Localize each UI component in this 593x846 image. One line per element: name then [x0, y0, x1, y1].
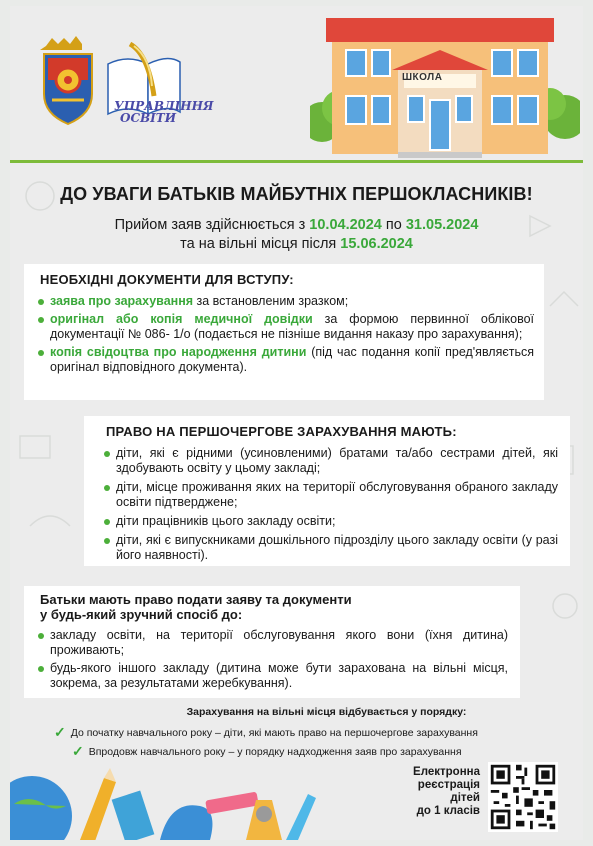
- manage-line2: ОСВІТИ: [120, 111, 177, 125]
- intake-dates: [10, 216, 583, 254]
- list-item: [38, 294, 534, 309]
- date-from: 10.04.2024: [309, 217, 382, 233]
- qr-code[interactable]: [488, 762, 558, 832]
- doc-item-rest: (під час подання копії пред'являється оригінал відповідного документа).: [50, 345, 534, 374]
- checkmark-icon: ✓: [72, 743, 84, 759]
- header-divider: [10, 160, 583, 163]
- order-title: Зарахування на вільні місця відбувається у порядку:: [186, 706, 467, 718]
- order-row-2-text: Впродовж навчального року – у порядку надходження заяв про зарахування: [88, 745, 462, 758]
- ereg-line3: дітей: [450, 792, 480, 804]
- intake-line1-prefix: Прийом заяв здійснюється з: [114, 217, 310, 233]
- intake-line2-prefix: та на вільні місця після: [180, 236, 341, 252]
- parents-list: [38, 628, 508, 694]
- documents-heading: НЕОБХІДНІ ДОКУМЕНТИ ДЛЯ ВСТУПУ:: [40, 272, 294, 287]
- doc-item-bold: оригінал або копія медичної довідки: [50, 312, 313, 326]
- list-item: [38, 345, 534, 375]
- parents-card: [24, 586, 520, 698]
- ereg-line2: реєстрація: [417, 779, 480, 791]
- parents-heading-line1: Батьки мають право подати заяву та документи: [40, 592, 352, 607]
- page-title: ДО УВАГИ БАТЬКІВ МАЙБУТНІХ ПЕРШОКЛАСНИКІВ!: [60, 184, 533, 204]
- electronic-registration-label: [392, 766, 480, 818]
- date-to: 31.05.2024: [405, 217, 479, 233]
- ereg-line4: до 1 класів: [416, 805, 480, 817]
- school-building-illustration: [310, 12, 580, 162]
- doc-item-rest: за формою первинної облікової документації № 086- 1/о (подається не пізніше видання наказу про зарахування);: [50, 312, 534, 341]
- doc-item-rest: за встановленим зразком;: [193, 294, 349, 308]
- doc-item-bold: копія свідоцтва про народження дитини: [50, 345, 307, 359]
- manage-line1: УПРАВЛІННЯ: [114, 99, 214, 113]
- list-item: діти працівників цього закладу освіти;: [104, 514, 558, 529]
- poster: [10, 6, 583, 840]
- list-item: діти, місце проживання яких на території обслуговування обраного закладу освіти підтверджене;: [104, 480, 558, 510]
- documents-card: [24, 264, 544, 400]
- list-item: діти, які є рідними (усиновленими) братами та/або сестрами дітей, які здобувають освіту у цьому закладі;: [104, 446, 558, 476]
- checkmark-icon: ✓: [54, 724, 66, 740]
- order-row-1: [54, 724, 478, 741]
- school-sign: ШКОЛА: [402, 72, 443, 83]
- vacancy-order: [10, 706, 583, 759]
- parents-heading: [40, 592, 352, 622]
- list-item: будь-якого іншого закладу (дитина може бути зарахована на вільні місця, зокрема, за результатами жеребкування).: [38, 661, 508, 691]
- intake-line1-mid: по: [381, 217, 406, 233]
- list-item: [38, 312, 534, 342]
- priority-card: [84, 416, 570, 566]
- school-supplies-illustration: [10, 744, 340, 840]
- priority-heading: ПРАВО НА ПЕРШОЧЕРГОВЕ ЗАРАХУВАННЯ МАЮТЬ:: [106, 424, 457, 439]
- list-item: закладу освіти, на території обслуговування якого вони (їхня дитина) проживають;: [38, 628, 508, 658]
- date-after: 15.06.2024: [340, 236, 413, 252]
- parents-heading-line2: у будь-який зручний спосіб до:: [40, 607, 243, 622]
- order-row-1-text: До початку навчального року – діти, які мають право на першочергове зарахування: [70, 726, 478, 739]
- documents-list: [38, 294, 534, 378]
- education-department-label: [114, 100, 214, 124]
- priority-list: [104, 446, 558, 567]
- list-item: діти, які є випускниками дошкільного підрозділу цього закладу освіти (у разі його наявності).: [104, 533, 558, 563]
- ereg-line1: Електронна: [413, 766, 480, 778]
- doc-item-bold: заява про зарахування: [50, 294, 194, 308]
